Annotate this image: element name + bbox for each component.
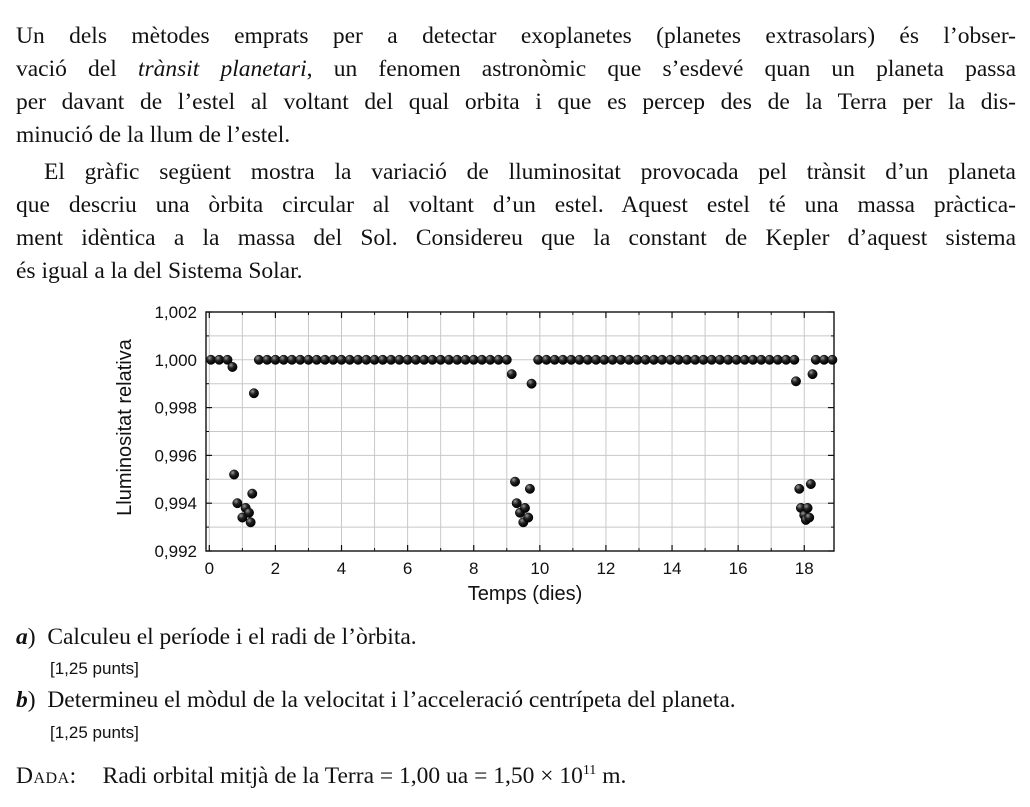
data-point <box>682 355 691 364</box>
data-point <box>649 355 658 364</box>
data-point <box>542 355 551 364</box>
data-point <box>233 499 242 508</box>
x-axis-label: Temps (dies) <box>467 583 583 605</box>
x-tick-label: 0 <box>204 559 215 578</box>
data-point <box>806 479 815 488</box>
data-point <box>395 355 404 364</box>
intro-line: que descriu una òrbita circular al voltant d’un estel. Aquest estel té una massa pràctica- <box>16 192 1016 218</box>
data-point <box>773 355 782 364</box>
intro-paragraph-2 <box>16 156 1016 288</box>
data-point <box>765 355 774 364</box>
data-point <box>608 355 617 364</box>
data-point <box>510 477 519 486</box>
question-b-points: [1,25 punts] <box>50 723 139 742</box>
data-point <box>633 355 642 364</box>
intro-line: és igual a la del Sistema Solar. <box>16 258 303 284</box>
data-point <box>428 355 437 364</box>
data-point <box>674 355 683 364</box>
data-point <box>453 355 462 364</box>
data-point <box>828 355 837 364</box>
data-point <box>444 355 453 364</box>
data-point <box>715 355 724 364</box>
data-point <box>262 355 271 364</box>
data-point <box>819 355 828 364</box>
data-point <box>254 355 263 364</box>
data-point <box>533 355 542 364</box>
data-point <box>477 355 486 364</box>
y-tick-label: 1,000 <box>154 350 197 370</box>
x-tick-label: 14 <box>662 559 682 578</box>
intro-line: ment idèntica a la massa del Sol. Considereu que la constant de Kepler d’aquest sistema <box>16 225 1016 251</box>
data-point <box>690 355 699 364</box>
data-point <box>461 355 470 364</box>
data-point <box>791 377 800 386</box>
data-point <box>757 355 766 364</box>
data-point <box>724 355 733 364</box>
data-point <box>337 355 346 364</box>
data-point <box>790 355 799 364</box>
data-point <box>520 503 529 512</box>
data-point <box>486 355 495 364</box>
data-point <box>419 355 428 364</box>
data-point <box>524 513 533 522</box>
data-point <box>469 355 478 364</box>
data-point <box>558 355 567 364</box>
intro-line: per davant de l’estel al voltant del qual orbita i que es percep des de la Terra per la dis- <box>16 89 1016 115</box>
data-point <box>386 355 395 364</box>
data-point <box>436 355 445 364</box>
x-tick-label: 12 <box>596 559 616 578</box>
y-tick-label: 1,002 <box>154 303 197 322</box>
data-point <box>312 355 321 364</box>
data-point <box>228 362 237 371</box>
intro-line: vació del trànsit planetari, un fenomen astronòmic que s’esdevé quan un planeta passa <box>16 56 1016 82</box>
data-point <box>320 355 329 364</box>
question-letter: b <box>16 687 28 713</box>
question-text: Determineu el mòdul de la velocitat i l’acceleració centrípeta del planeta. <box>47 687 736 713</box>
intro-line: El gràfic següent mostra la variació de lluminositat provocada pel trànsit d’un planeta <box>44 159 1016 185</box>
data-point <box>575 355 584 364</box>
data-point <box>624 355 633 364</box>
data-point <box>641 355 650 364</box>
data-point <box>353 355 362 364</box>
data-point <box>304 355 313 364</box>
luminosity-chart <box>100 295 850 615</box>
y-tick-label: 0,998 <box>154 398 197 418</box>
data-point <box>329 355 338 364</box>
data-point <box>249 389 258 398</box>
data-point <box>502 355 511 364</box>
data-point <box>616 355 625 364</box>
x-tick-label: 4 <box>336 559 347 578</box>
question-a: a) Calculeu el període i el radi de l’òrbita. <box>16 624 417 650</box>
data-point <box>781 355 790 364</box>
data-point <box>296 355 305 364</box>
data-point <box>246 518 255 527</box>
intro-line: minució de la llum de l’estel. <box>16 122 291 148</box>
data-point <box>279 355 288 364</box>
data-point <box>494 355 503 364</box>
question-text: Calculeu el període i el radi de l’òrbita. <box>47 624 417 650</box>
given-data-unit: m. <box>596 763 627 789</box>
y-tick-label: 0,996 <box>154 446 197 466</box>
data-point <box>808 369 817 378</box>
x-tick-label: 2 <box>270 559 281 578</box>
y-tick-label: 0,992 <box>154 542 197 561</box>
intro-paragraph-1 <box>16 20 1016 152</box>
emphasis-term: trànsit planetari <box>137 56 307 82</box>
data-point <box>666 355 675 364</box>
x-tick-label: 16 <box>728 559 748 578</box>
data-point <box>699 355 708 364</box>
data-point <box>206 355 215 364</box>
question-letter: a <box>16 624 28 650</box>
data-point <box>507 369 516 378</box>
x-tick-label: 8 <box>468 559 479 578</box>
data-point <box>345 355 354 364</box>
given-data-label: Dada: <box>16 763 77 789</box>
data-point <box>740 355 749 364</box>
data-point <box>805 513 814 522</box>
data-point <box>550 355 559 364</box>
data-point <box>248 489 257 498</box>
data-point <box>803 503 812 512</box>
data-point <box>287 355 296 364</box>
data-point <box>732 355 741 364</box>
data-point <box>748 355 757 364</box>
given-data-exponent: 11 <box>582 763 597 778</box>
data-point <box>215 355 224 364</box>
data-point <box>657 355 666 364</box>
question-b: b) Determineu el mòdul de la velocitat i l’acceleració centrípeta del planeta. <box>16 687 736 713</box>
data-point <box>811 355 820 364</box>
given-data-text: Radi orbital mitjà de la Terra = 1,00 ua = 1,50 × 10 <box>102 763 583 789</box>
x-tick-label: 18 <box>794 559 814 578</box>
data-point <box>707 355 716 364</box>
data-point <box>583 355 592 364</box>
data-point <box>525 484 534 493</box>
data-point <box>229 470 238 479</box>
data-point <box>271 355 280 364</box>
question-a-points: [1,25 punts] <box>50 659 139 678</box>
data-point <box>600 355 609 364</box>
x-tick-label: 10 <box>530 559 550 578</box>
data-point <box>567 355 576 364</box>
data-point <box>512 499 521 508</box>
x-tick-label: 6 <box>402 559 413 578</box>
data-point <box>370 355 379 364</box>
data-point <box>527 379 536 388</box>
data-point <box>403 355 412 364</box>
given-data <box>16 763 626 790</box>
data-point <box>591 355 600 364</box>
intro-line: Un dels mètodes emprats per a detectar exoplanetes (planetes extrasolars) és l’obser- <box>16 23 1016 49</box>
data-point <box>411 355 420 364</box>
data-point <box>795 484 804 493</box>
data-point <box>378 355 387 364</box>
data-point <box>362 355 371 364</box>
y-tick-label: 0,994 <box>154 494 197 514</box>
y-axis-label: Lluminositat relativa <box>114 339 136 516</box>
data-point <box>244 508 253 517</box>
